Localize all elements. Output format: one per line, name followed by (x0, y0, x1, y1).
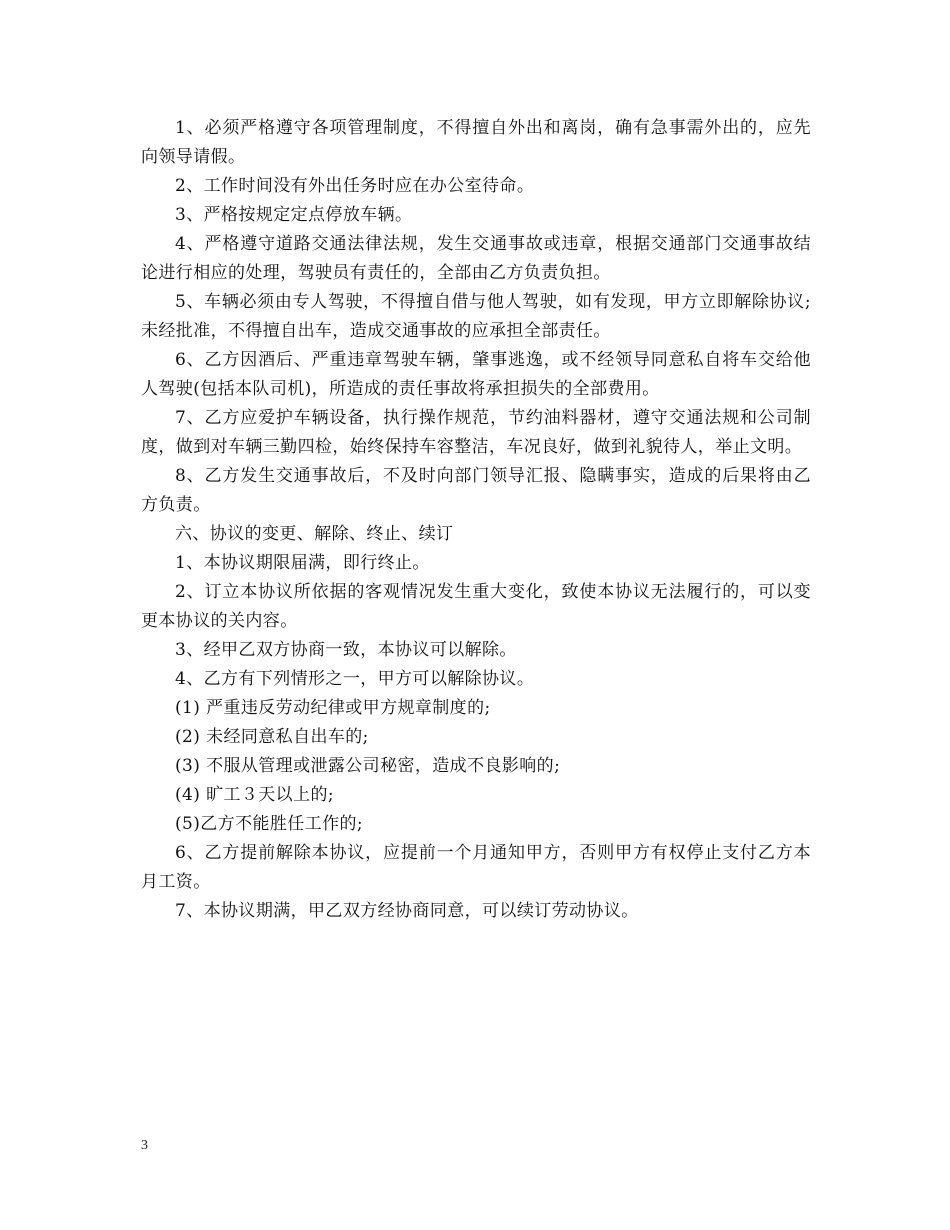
section-heading-6: 六、协议的变更、解除、终止、续订 (175, 524, 454, 544)
paragraph-termination-2: 2、订立本协议所依据的客观情况发生重大变化，致使本协议无法履行的，可以变更本协议的关内容。 (141, 582, 811, 631)
list-item-2: (2) 未经同意私自出车的; (175, 727, 369, 747)
paragraph-clause-3: 3、严格按规定定点停放车辆。 (175, 205, 413, 225)
paragraph-clause-4: 4、严格遵守道路交通法律法规，发生交通事故或违章，根据交通部门交通事故结论进行相应的处理，驾驶员有责任的，全部由乙方负责负担。 (141, 234, 811, 283)
list-item-5: (5)乙方不能胜任工作的; (175, 814, 364, 834)
paragraph-termination-7: 7、本协议期满，甲乙双方经协商同意，可以续订劳动协议。 (175, 901, 639, 921)
list-item-1: (1) 严重违反劳动纪律或甲方规章制度的; (175, 698, 491, 718)
paragraph-clause-6: 6、乙方因酒后、严重违章驾驶车辆，肇事逃逸，或不经领导同意私自将车交给他人驾驶(包括本队司机)，所造成的责任事故将承担损失的全部费用。 (141, 350, 811, 399)
paragraph-termination-1: 1、本协议期限届满，即行终止。 (175, 553, 430, 573)
paragraph-clause-2: 2、工作时间没有外出任务时应在办公室待命。 (175, 176, 535, 196)
paragraph-clause-7: 7、乙方应爱护车辆设备，执行操作规范，节约油料器材，遵守交通法规和公司制度，做到对车辆三勤四检，始终保持车容整洁，车况良好，做到礼貌待人，举止文明。 (141, 408, 811, 457)
paragraph-clause-8: 8、乙方发生交通事故后，不及时向部门领导汇报、隐瞒事实，造成的后果将由乙方负责。 (141, 466, 811, 515)
paragraph-termination-6: 6、乙方提前解除本协议，应提前一个月通知甲方，否则甲方有权停止支付乙方本月工资。 (141, 843, 811, 892)
paragraph-termination-4: 4、乙方有下列情形之一，甲方可以解除协议。 (175, 669, 535, 689)
list-item-4: (4) 旷工３天以上的; (175, 785, 335, 805)
page-number: 3 (141, 1138, 148, 1153)
list-item-3: (3) 不服从管理或泄露公司秘密，造成不良影响的; (175, 756, 561, 776)
document-body (141, 114, 811, 926)
paragraph-termination-3: 3、经甲乙双方协商一致，本协议可以解除。 (175, 640, 517, 660)
paragraph-clause-5: 5、车辆必须由专人驾驶，不得擅自借与他人驾驶，如有发现，甲方立即解除协议;未经批准，不得擅自出车，造成交通事故的应承担全部责任。 (141, 292, 811, 341)
paragraph-clause-1: 1、必须严格遵守各项管理制度，不得擅自外出和离岗，确有急事需外出的，应先向领导请假。 (141, 118, 811, 167)
